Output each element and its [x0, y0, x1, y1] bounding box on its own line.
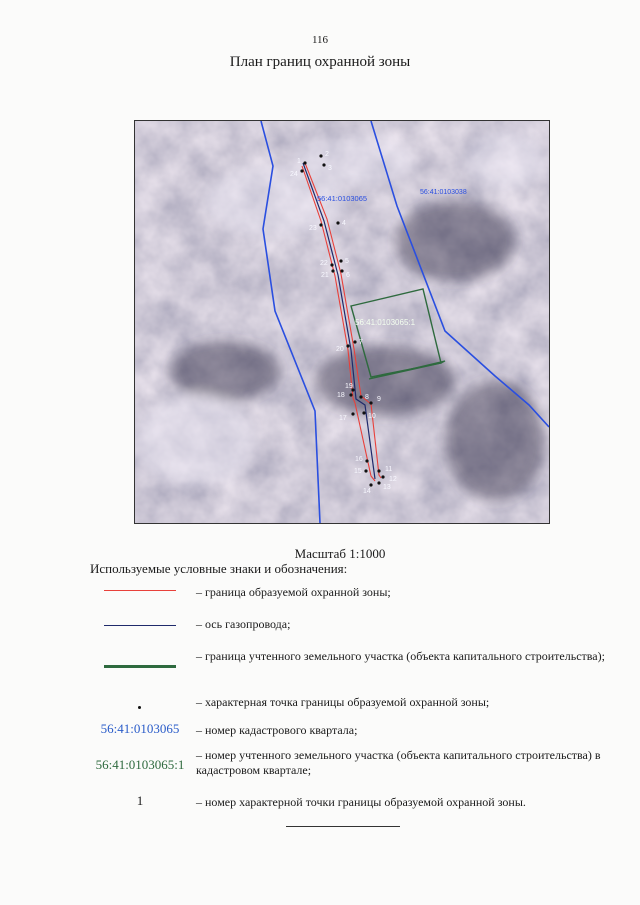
point-number-label: 1: [297, 158, 301, 165]
parcel-label: 56:41:0103065:1: [355, 318, 416, 327]
point-number-label: 23: [309, 225, 317, 232]
point-number-label: 15: [354, 468, 362, 475]
red-line-icon: [104, 590, 176, 591]
legend-text: – номер кадастрового квартала;: [196, 723, 358, 737]
characteristic-point: [362, 411, 365, 414]
characteristic-point: [351, 412, 354, 415]
characteristic-point: [377, 481, 380, 484]
characteristic-point: [353, 340, 356, 343]
legend-text: – характерная точка границы образуемой охранной зоны;: [196, 695, 490, 709]
characteristic-point: [322, 163, 325, 166]
scale-label: Масштаб 1:1000: [294, 546, 386, 561]
legend-item-parcel-number: [90, 748, 610, 788]
point-number-label: 12: [389, 476, 397, 483]
dark-line-icon: [104, 625, 176, 626]
point-number-label: 4: [342, 220, 346, 227]
point-number-label: 10: [368, 413, 376, 420]
point-number-label: 21: [321, 272, 329, 279]
quarter-code: 56:41:0103065: [100, 721, 180, 736]
characteristic-point: [303, 161, 306, 164]
legend-text: – граница учтенного земельного участка (объекта капитального строительства);: [196, 649, 605, 663]
quarter-label: 56:41:0103038: [420, 189, 467, 196]
point-number-label: 22: [320, 260, 328, 267]
legend-heading: Используемые условные знаки и обозначения:: [90, 561, 348, 576]
point-number-label: 19: [345, 383, 353, 390]
legend-text: – ось газопровода;: [196, 617, 291, 631]
point-number-label: 8: [365, 394, 369, 401]
characteristic-point: [369, 483, 372, 486]
point-number-label: 14: [363, 488, 371, 495]
point-number-label: 24: [290, 171, 298, 178]
characteristic-point: [319, 223, 322, 226]
legend-symbol: [90, 792, 190, 832]
point-dot-icon: [138, 706, 141, 709]
point-number-label: 11: [385, 466, 393, 473]
point-number-label: 13: [383, 484, 391, 491]
legend-symbol: [90, 646, 190, 686]
point-number-label: 2: [325, 151, 329, 158]
characteristic-point: [377, 469, 380, 472]
green-line-icon: [104, 665, 176, 668]
point-number-label: 9: [377, 396, 381, 403]
legend-symbol: [90, 748, 190, 788]
point-number-label: 6: [346, 272, 350, 279]
point-number-label: 20: [336, 346, 344, 353]
page-number: 116: [311, 34, 329, 46]
point-number-label: 7: [359, 339, 363, 346]
characteristic-point: [364, 469, 367, 472]
characteristic-point: [339, 259, 342, 262]
point-number-label: 16: [355, 456, 363, 463]
characteristic-point: [369, 401, 372, 404]
characteristic-point: [336, 221, 339, 224]
legend-text: – номер характерной точки границы образуемой охранной зоны.: [196, 795, 526, 809]
map-frame: [134, 120, 550, 524]
characteristic-point: [319, 154, 322, 157]
characteristic-point: [300, 169, 303, 172]
legend-text: – номер учтенного земельного участка (объекта капитального строительства) в кадастровом квартале;: [196, 748, 601, 777]
characteristic-point: [346, 344, 349, 347]
legend-text: – граница образуемой охранной зоны;: [196, 585, 391, 599]
point-number-label: 18: [337, 392, 345, 399]
legend-item-parcel-boundary: [90, 646, 610, 686]
point-number-label: 3: [328, 165, 332, 172]
characteristic-point: [381, 475, 384, 478]
characteristic-point: [340, 269, 343, 272]
point-number-sample: 1: [136, 793, 144, 808]
quarter-label: 56:41:0103065: [317, 194, 368, 203]
map-svg: [135, 121, 549, 523]
parcel-code: 56:41:0103065:1: [95, 757, 185, 772]
characteristic-point: [359, 395, 362, 398]
bottom-rule: [286, 826, 400, 827]
page-title: План границ охранной зоны: [229, 54, 411, 70]
characteristic-point: [349, 393, 352, 396]
characteristic-point: [330, 263, 333, 266]
point-number-label: 17: [339, 415, 347, 422]
point-number-label: 5: [345, 258, 349, 265]
characteristic-point: [331, 269, 334, 272]
characteristic-point: [365, 459, 368, 462]
